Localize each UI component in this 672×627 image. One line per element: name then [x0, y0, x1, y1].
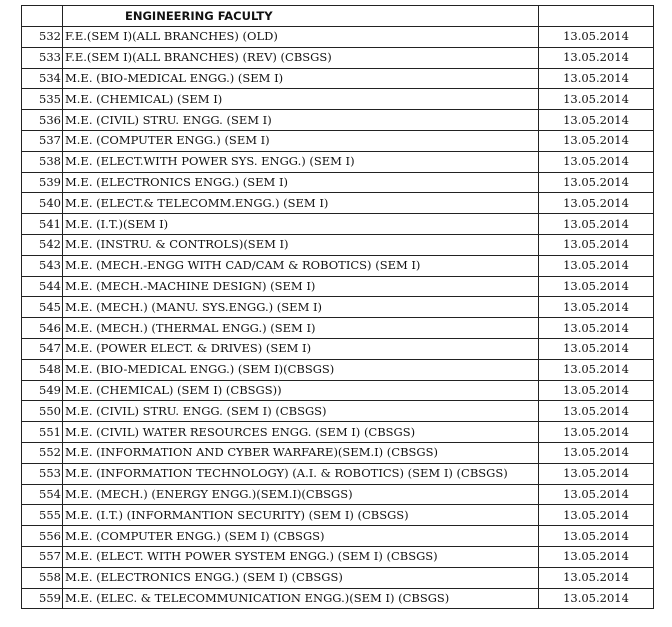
result-date: 13.05.2014 [539, 234, 654, 255]
row-number: 559 [22, 588, 63, 609]
result-date: 13.05.2014 [539, 68, 654, 89]
table-body [22, 6, 654, 609]
table-row [22, 255, 654, 276]
result-date: 13.05.2014 [539, 297, 654, 318]
result-date: 13.05.2014 [539, 526, 654, 547]
row-number: 556 [22, 526, 63, 547]
result-date: 13.05.2014 [539, 338, 654, 359]
result-date: 13.05.2014 [539, 484, 654, 505]
table-row [22, 546, 654, 567]
table-row [22, 463, 654, 484]
faculty-header-row [22, 6, 654, 27]
table-row [22, 318, 654, 339]
row-number: 549 [22, 380, 63, 401]
row-number: 540 [22, 193, 63, 214]
row-number: 537 [22, 130, 63, 151]
row-number: 555 [22, 505, 63, 526]
row-number: 545 [22, 297, 63, 318]
table-row [22, 338, 654, 359]
row-number: 539 [22, 172, 63, 193]
row-number: 533 [22, 47, 63, 68]
result-date: 13.05.2014 [539, 89, 654, 110]
course-name: M.E. (INFORMATION AND CYBER WARFARE)(SEM.I) (CBSGS) [63, 442, 539, 463]
table-row [22, 588, 654, 609]
result-date: 13.05.2014 [539, 442, 654, 463]
table-row [22, 130, 654, 151]
table-row [22, 234, 654, 255]
table-row [22, 214, 654, 235]
table-row [22, 401, 654, 422]
result-date: 13.05.2014 [539, 276, 654, 297]
course-name: M.E. (ELECT.& TELECOMM.ENGG.) (SEM I) [63, 193, 539, 214]
result-date: 13.05.2014 [539, 401, 654, 422]
course-name: M.E. (COMPUTER ENGG.) (SEM I) [63, 130, 539, 151]
row-number: 532 [22, 27, 63, 48]
faculty-title: ENGINEERING FACULTY [63, 6, 539, 27]
row-number: 550 [22, 401, 63, 422]
table-row [22, 172, 654, 193]
result-date: 13.05.2014 [539, 359, 654, 380]
result-date: 13.05.2014 [539, 193, 654, 214]
table-row [22, 68, 654, 89]
row-number: 543 [22, 255, 63, 276]
table-row [22, 505, 654, 526]
course-name: M.E. (BIO-MEDICAL ENGG.) (SEM I) [63, 68, 539, 89]
result-date: 13.05.2014 [539, 463, 654, 484]
row-number: 535 [22, 89, 63, 110]
result-date: 13.05.2014 [539, 110, 654, 131]
table-row [22, 110, 654, 131]
result-date: 13.05.2014 [539, 567, 654, 588]
faculty-header-date-cell [539, 6, 654, 27]
course-name: M.E. (INFORMATION TECHNOLOGY) (A.I. & ROBOTICS) (SEM I) (CBSGS) [63, 463, 539, 484]
course-name: F.E.(SEM I)(ALL BRANCHES) (REV) (CBSGS) [63, 47, 539, 68]
result-date: 13.05.2014 [539, 588, 654, 609]
table-row [22, 297, 654, 318]
table-row [22, 422, 654, 443]
result-date: 13.05.2014 [539, 27, 654, 48]
course-name: M.E. (MECH.) (MANU. SYS.ENGG.) (SEM I) [63, 297, 539, 318]
course-name: M.E. (ELECTRONICS ENGG.) (SEM I) (CBSGS) [63, 567, 539, 588]
result-date: 13.05.2014 [539, 47, 654, 68]
row-number: 552 [22, 442, 63, 463]
row-number: 547 [22, 338, 63, 359]
table-row [22, 27, 654, 48]
course-name: M.E. (CIVIL) WATER RESOURCES ENGG. (SEM I) (CBSGS) [63, 422, 539, 443]
result-date: 13.05.2014 [539, 380, 654, 401]
table-row [22, 380, 654, 401]
course-name: M.E. (POWER ELECT. & DRIVES) (SEM I) [63, 338, 539, 359]
row-number: 538 [22, 151, 63, 172]
result-date: 13.05.2014 [539, 546, 654, 567]
table-row [22, 47, 654, 68]
course-name: M.E. (COMPUTER ENGG.) (SEM I) (CBSGS) [63, 526, 539, 547]
row-number: 557 [22, 546, 63, 567]
result-date: 13.05.2014 [539, 151, 654, 172]
row-number: 534 [22, 68, 63, 89]
result-date: 13.05.2014 [539, 130, 654, 151]
table-row [22, 89, 654, 110]
course-name: M.E. (ELECT. WITH POWER SYSTEM ENGG.) (SEM I) (CBSGS) [63, 546, 539, 567]
course-name: M.E. (I.T.) (INFORMANTION SECURITY) (SEM I) (CBSGS) [63, 505, 539, 526]
row-number: 558 [22, 567, 63, 588]
course-name: M.E. (CHEMICAL) (SEM I) (CBSGS)) [63, 380, 539, 401]
row-number: 544 [22, 276, 63, 297]
result-date: 13.05.2014 [539, 214, 654, 235]
row-number: 551 [22, 422, 63, 443]
row-number: 541 [22, 214, 63, 235]
result-date: 13.05.2014 [539, 255, 654, 276]
results-date-table [21, 5, 654, 609]
course-name: M.E. (CIVIL) STRU. ENGG. (SEM I) [63, 110, 539, 131]
course-name: M.E. (MECH.-MACHINE DESIGN) (SEM I) [63, 276, 539, 297]
course-name: M.E. (MECH.) (ENERGY ENGG.)(SEM.I)(CBSGS) [63, 484, 539, 505]
row-number: 542 [22, 234, 63, 255]
row-number: 548 [22, 359, 63, 380]
table-row [22, 359, 654, 380]
result-date: 13.05.2014 [539, 422, 654, 443]
course-name: M.E. (I.T.)(SEM I) [63, 214, 539, 235]
table-row [22, 484, 654, 505]
course-name: M.E. (ELECTRONICS ENGG.) (SEM I) [63, 172, 539, 193]
course-name: M.E. (CIVIL) STRU. ENGG. (SEM I) (CBSGS) [63, 401, 539, 422]
course-name: M.E. (MECH.) (THERMAL ENGG.) (SEM I) [63, 318, 539, 339]
table-row [22, 276, 654, 297]
course-name: M.E. (MECH.-ENGG WITH CAD/CAM & ROBOTICS) (SEM I) [63, 255, 539, 276]
row-number: 546 [22, 318, 63, 339]
course-name: M.E. (ELECT.WITH POWER SYS. ENGG.) (SEM I) [63, 151, 539, 172]
course-name: M.E. (INSTRU. & CONTROLS)(SEM I) [63, 234, 539, 255]
result-date: 13.05.2014 [539, 318, 654, 339]
table-row [22, 151, 654, 172]
row-number: 536 [22, 110, 63, 131]
table-row [22, 567, 654, 588]
faculty-header-blank-cell [22, 6, 63, 27]
result-date: 13.05.2014 [539, 172, 654, 193]
course-name: M.E. (ELEC. & TELECOMMUNICATION ENGG.)(SEM I) (CBSGS) [63, 588, 539, 609]
row-number: 554 [22, 484, 63, 505]
table-row [22, 442, 654, 463]
course-name: F.E.(SEM I)(ALL BRANCHES) (OLD) [63, 27, 539, 48]
course-name: M.E. (CHEMICAL) (SEM I) [63, 89, 539, 110]
result-date: 13.05.2014 [539, 505, 654, 526]
course-name: M.E. (BIO-MEDICAL ENGG.) (SEM I)(CBSGS) [63, 359, 539, 380]
table-row [22, 193, 654, 214]
row-number: 553 [22, 463, 63, 484]
table-row [22, 526, 654, 547]
